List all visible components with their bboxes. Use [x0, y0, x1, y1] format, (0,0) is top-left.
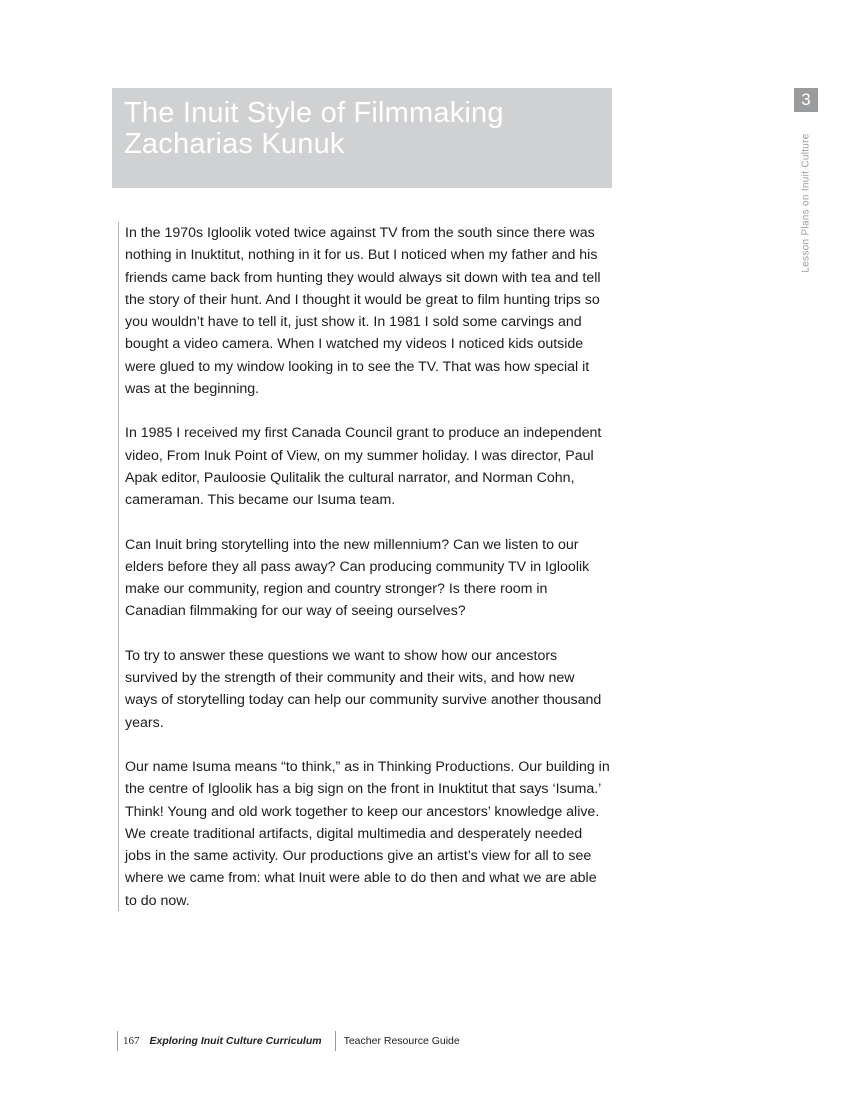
publication-subtitle: Teacher Resource Guide	[343, 1035, 460, 1047]
paragraph: Can Inuit bring storytelling into the new millennium? Can we listen to our elders before they all pass away? Can producing community TV in Igloolik make our community, region and country stronger? Is there room in Canadian filmmaking for our way of seeing ourselves?	[125, 536, 590, 620]
paragraph: Our name Isuma means “to think,” as in Thinking Productions. Our building in the centre of Igloolik has a big sign on the front in Inuktitut that says ‘Isuma.’ Think! Young and old work together to keep our ancestors’ knowledge alive. We create traditional artifacts, digital multimedia and desperately needed jobs in the same activity. Our productions give an artist’s view for all to see where we came from: what Inuit were able to do then and what we are able to do now.	[125, 758, 610, 909]
footer-divider	[335, 1031, 336, 1051]
paragraph: To try to answer these questions we want to show how our ancestors survived by the strength of their community and their wits, and how new ways of storytelling today can help our community survive another thousand years.	[125, 647, 602, 731]
article-title: The Inuit Style of Filmmaking	[124, 97, 504, 129]
page-footer	[117, 1031, 460, 1051]
publication-title: Exploring Inuit Culture Curriculum	[149, 1035, 322, 1047]
article-author: Zacharias Kunuk	[124, 128, 345, 160]
paragraph: In 1985 I received my first Canada Council grant to produce an independent video, From Inuk Point of View, on my summer holiday. I was director, Paul Apak editor, Pauloosie Qulitalik the cultural narrator, and Norman Cohn, cameraman. This became our Isuma team.	[125, 425, 602, 509]
article-body	[118, 222, 610, 911]
title-banner	[112, 88, 612, 188]
chapter-number-badge: 3	[794, 88, 818, 112]
page-number: 167	[117, 1031, 150, 1051]
section-side-label: Lesson Plans on Inuit Culture	[800, 133, 812, 273]
paragraph: In the 1970s Igloolik voted twice against TV from the south since there was nothing in Inuktitut, nothing in it for us. But I noticed when my father and his friends came back from hunting they would always sit down with tea and tell the story of their hunt. And I thought it would be great to film hunting trips so you wouldn’t have to tell it, just show it. In 1981 I sold some carvings and bought a video camera. When I watched my videos I noticed kids outside were glued to my window looking in to see the TV. That was how special it was at the beginning.	[125, 225, 601, 398]
